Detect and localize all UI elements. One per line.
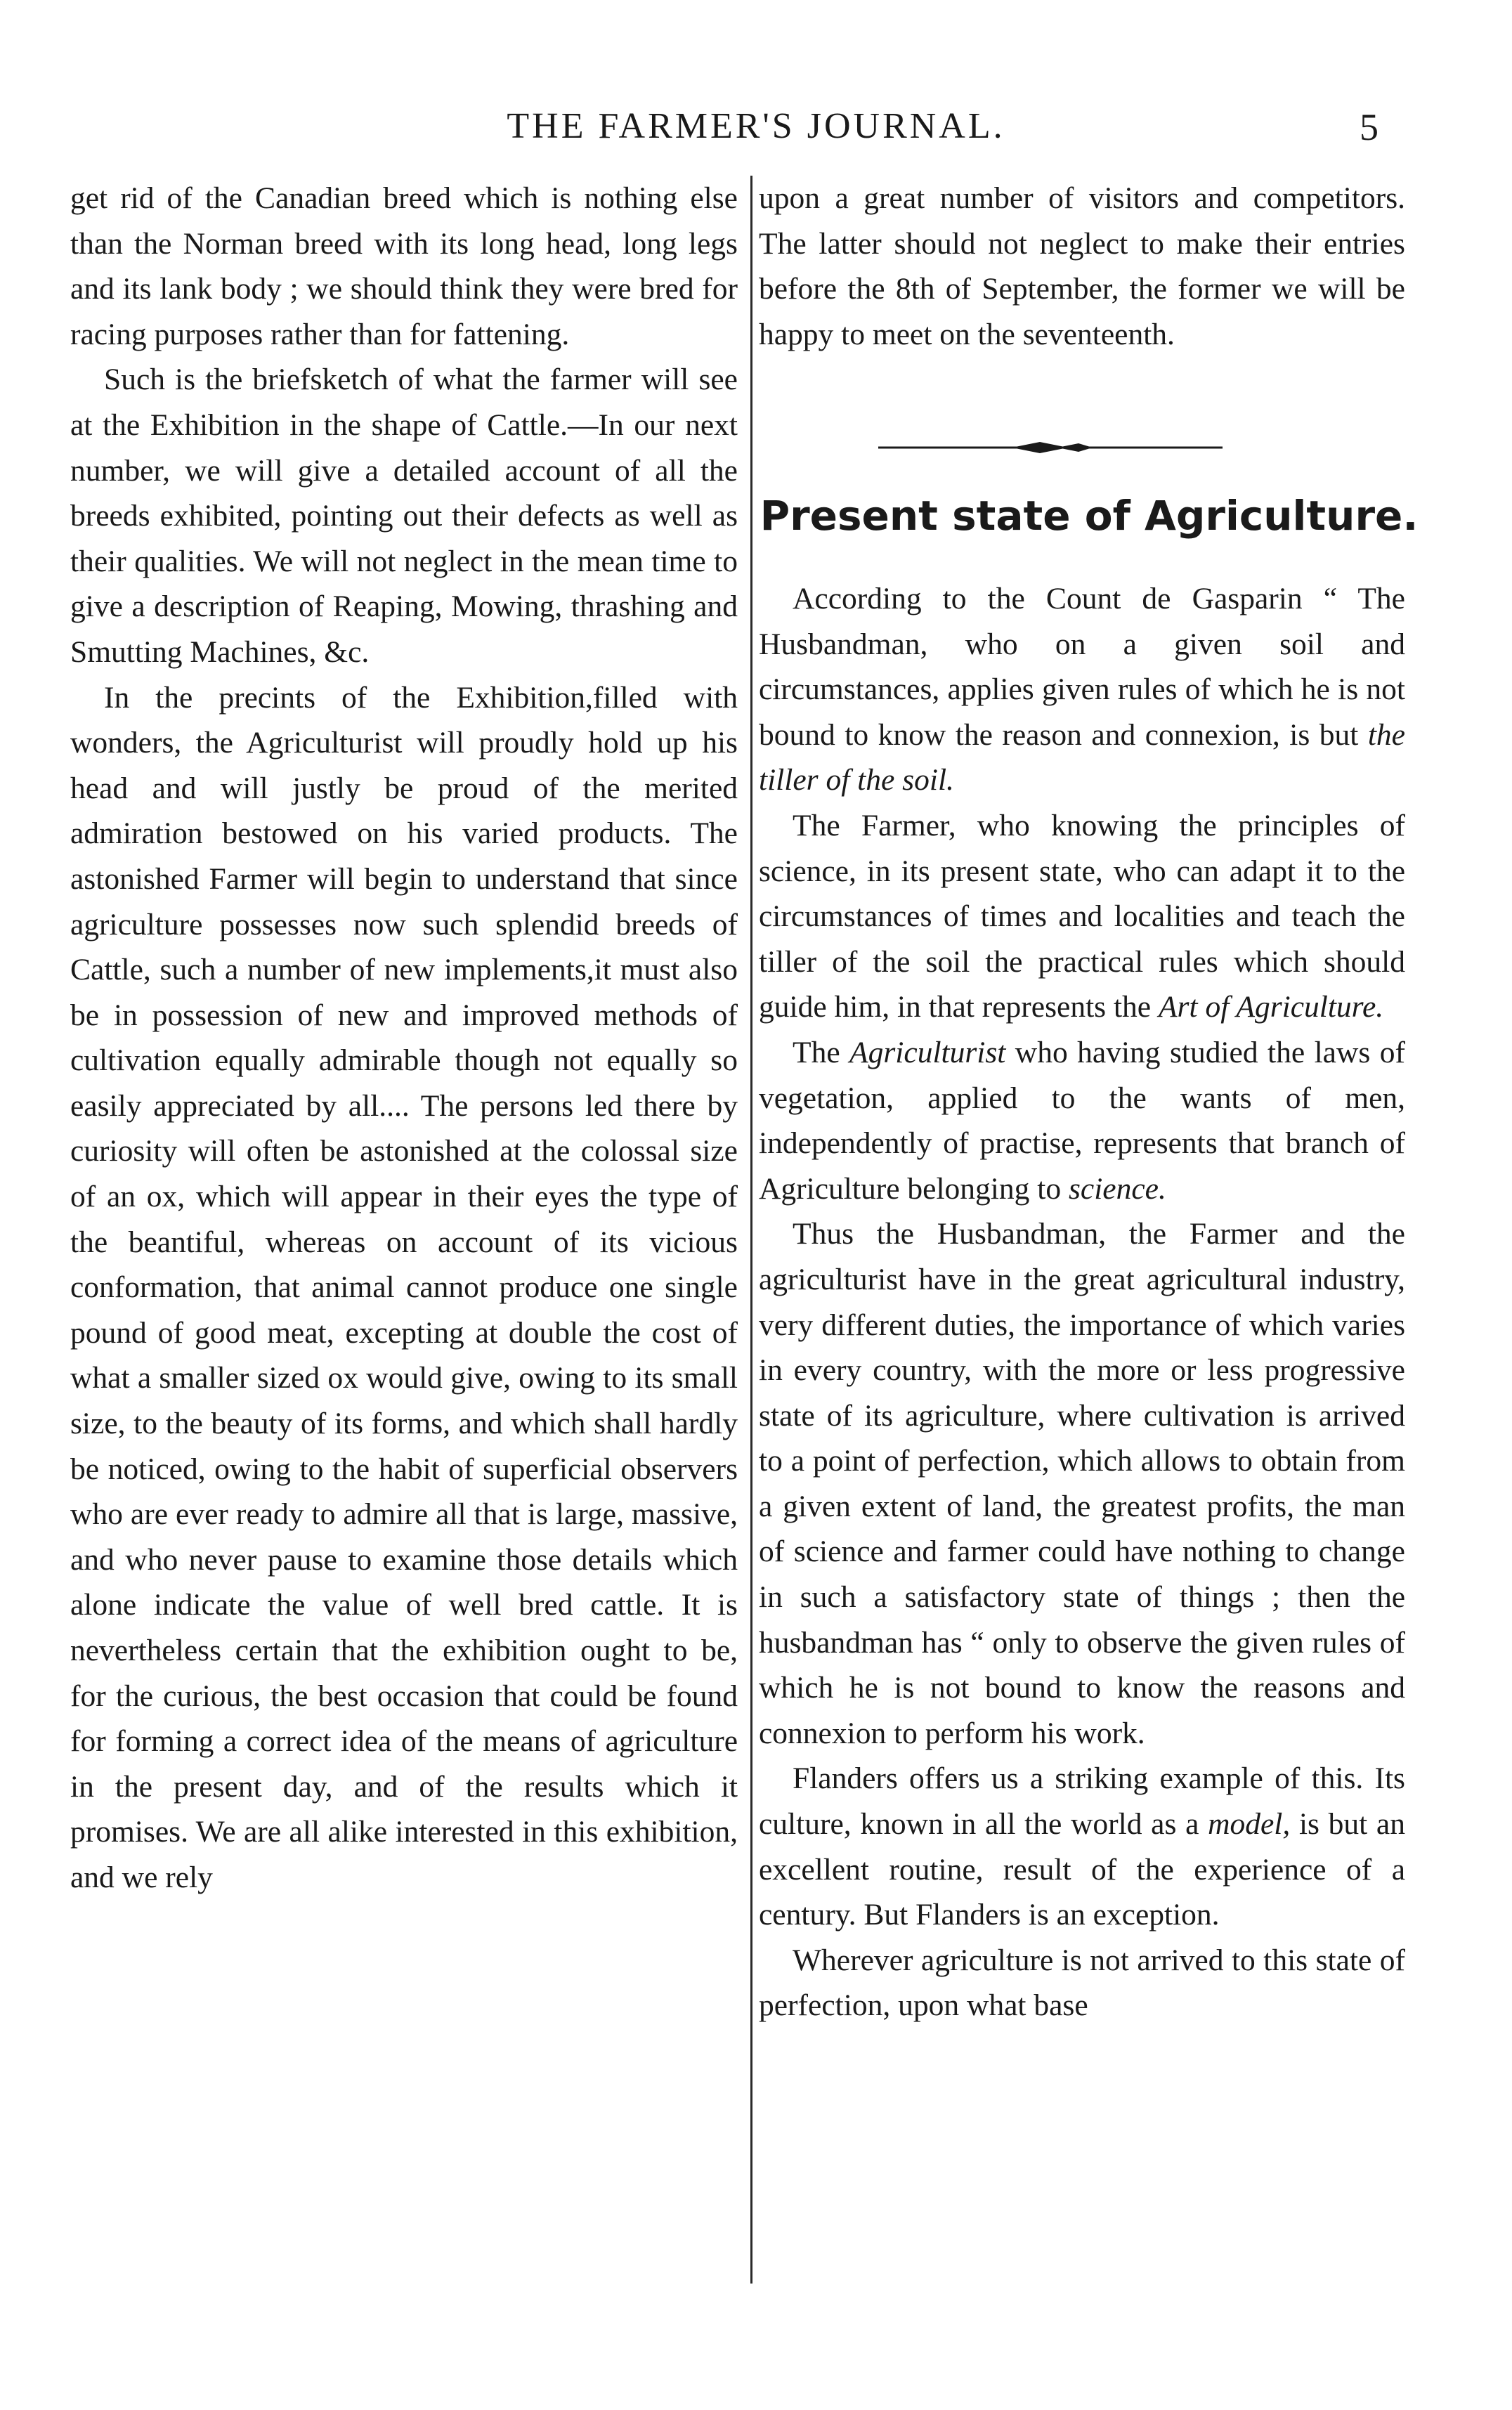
right-paragraph-4-emphasis-1: Agriculturist [849,1035,1006,1069]
right-paragraph-6-text-b: is but an excellent routine, result of the experience of a century. But Flanders is an exception. [759,1807,1405,1932]
right-paragraph-6-emphasis: model, [1208,1807,1291,1842]
left-paragraph-2: Such is the briefsketch of what the farmer will see at the Exhibition in the shape of Cattle.—In our next number, we will give a detailed account of all the breeds exhibited, pointing out their defects as well as their qualities. We will not neglect in the mean time to give a description of Reaping, Mowing, thrashing and Smutting Machines, &c. [70,363,738,669]
right-paragraph-2 [759,576,1405,803]
right-paragraph-4-emphasis-2: science. [1068,1171,1166,1206]
right-paragraph-3-text: The Farmer, who knowing the principles of science, in its present state, who can adapt it to the circumstances of times and localities and teach the tiller of the soil the practical rules which should guide him, in that represents the [759,808,1405,1024]
right-column-top [759,176,1405,357]
left-column [70,176,738,1901]
right-paragraph-6-text-a: Flanders offers us a striking example of this. Its culture, known in all the world as a [759,1761,1405,1842]
right-paragraph-1: upon a great number of visitors and competitors. The latter should not neglect to make their entries before the 8th of September, the former we will be happy to meet on the seventeenth. [759,181,1405,351]
right-paragraph-5: Thus the Husbandman, the Farmer and the agriculturist have in the great agricultural industry, very different duties, the importance of which varies in every country, with the more or less progressive state of its agriculture, where cultivation is arrived to a point of perfection, which allows to obtain from a given extent of land, the greatest profits, the man of science and farmer could have nothing to change in such a satisfactory state of things ; then the husbandman has “ only to observe the given rules of which he is not bound to know the reasons and connexion to perform his work. [759,1217,1405,1750]
right-paragraph-3 [759,803,1405,1030]
journal-title: THE FARMER'S JOURNAL. [507,106,1005,146]
right-paragraph-4-text: who having studied the laws of vegetation, applied to the wants of men, independently of practise, represents that branch of Agriculture belonging to [759,1035,1405,1206]
section-heading: Present state of Agriculture. [760,492,1419,540]
left-paragraph-1: get rid of the Canadian breed which is nothing else than the Norman breed with its long head, long legs and its lank body ; we should think they were bred for racing purposes rather than for fattening. [70,181,738,351]
running-head [0,105,1512,155]
right-paragraph-4-lead: The [793,1035,850,1069]
right-column-body [759,576,1405,2028]
right-paragraph-7: Wherever agriculture is not arrived to this state of perfection, upon what base [759,1943,1405,2023]
right-paragraph-2-text: According to the Count de Gasparin “ The Husbandman, who on a given soil and circumstances, applies given rules of which he is not bound to know the reason and connexion, is but [759,582,1405,752]
page-number: 5 [1360,106,1379,148]
right-paragraph-2-emphasis: the tiller of the soil. [759,717,1405,797]
right-paragraph-4 [759,1030,1405,1211]
right-paragraph-6 [759,1756,1405,1937]
ornament-rule [878,439,1223,456]
right-paragraph-3-emphasis: Art of Agriculture. [1158,990,1384,1024]
left-paragraph-3: In the precints of the Exhibition,filled with wonders, the Agriculturist will proudly hold up his head and will justly be proud of the merited admiration bestowed on his varied products. The astonished Farmer will begin to understand that since agriculture possesses now such splendid breeds of Cattle, such a number of new implements,it must also be in possession of new and improved methods of cultivation equally admirable though not equally so easily appreciated by all.... The persons led there by curiosity will often be astonished at the colossal size of an ox, which will appear in their eyes the type of the beantiful, whereas on account of its vicious conformation, that animal cannot produce one single pound of good meat, excepting at double the cost of what a smaller sized ox would give, owing to its small size, to the beauty of its forms, and which shall hardly be noticed, owing to the habit of superficial observers who are ever ready to admire all that is large, massive, and who never pause to examine those details which alone indicate the value of well bred cattle. It is nevertheless certain that the exhibition ought to be, for the curious, the best occasion that could be found for forming a correct idea of the means of agriculture in the present day, and of the results which it promises. We are all alike interested in this exhibition, and we rely [70,680,738,1894]
